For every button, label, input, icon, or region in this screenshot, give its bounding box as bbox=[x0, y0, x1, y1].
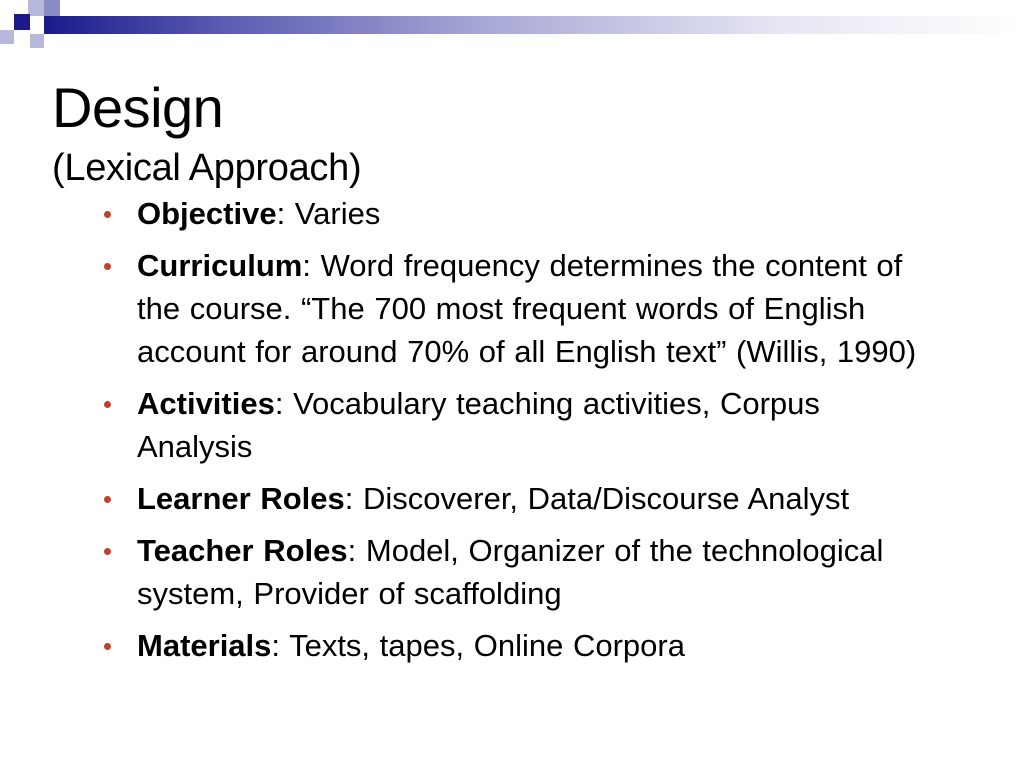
bullet-dot-icon bbox=[104, 211, 111, 218]
header-gradient-bar bbox=[44, 16, 1024, 34]
bullet-separator: : bbox=[274, 386, 294, 421]
bullet-item bbox=[100, 382, 940, 468]
bullet-dot-icon bbox=[104, 401, 111, 408]
decor-square bbox=[30, 34, 44, 48]
header-decoration bbox=[0, 0, 1024, 60]
bullet-term: Objective bbox=[137, 196, 277, 231]
bullet-separator: : bbox=[347, 533, 366, 568]
bullet-separator: : bbox=[302, 248, 321, 283]
bullet-item bbox=[100, 624, 940, 667]
bullet-text: Varies bbox=[294, 196, 381, 231]
bullet-term: Materials bbox=[137, 628, 272, 663]
bullet-term: Curriculum bbox=[137, 248, 303, 283]
bullet-text: Discoverer, Data/Discourse Analyst bbox=[363, 481, 850, 516]
bullet-separator: : bbox=[271, 628, 290, 663]
bullet-text: Word frequency determines the content of the course. “The 700 most frequent words of English account for around 70% of all English text” (Willis, 1990) bbox=[137, 248, 917, 369]
bullet-dot-icon bbox=[104, 496, 111, 503]
bullet-list bbox=[100, 192, 940, 676]
decor-square bbox=[14, 14, 30, 30]
bullet-item bbox=[100, 529, 940, 615]
bullet-dot-icon bbox=[104, 548, 111, 555]
bullet-dot-icon bbox=[104, 643, 111, 650]
slide-title: Design bbox=[52, 76, 224, 139]
bullet-separator: : bbox=[276, 196, 295, 231]
decor-square bbox=[28, 0, 44, 16]
bullet-item bbox=[100, 192, 940, 235]
bullet-text: Texts, tapes, Online Corpora bbox=[289, 628, 685, 663]
bullet-dot-icon bbox=[104, 263, 111, 270]
bullet-text: Vocabulary teaching activities, Corpus Analysis bbox=[137, 386, 820, 464]
slide-subtitle: (Lexical Approach) bbox=[52, 147, 362, 189]
bullet-item bbox=[100, 244, 940, 373]
bullet-term: Learner Roles bbox=[137, 481, 345, 516]
bullet-text: Model, Organizer of the technological system, Provider of scaffolding bbox=[137, 533, 884, 611]
bullet-term: Teacher Roles bbox=[137, 533, 348, 568]
decor-square bbox=[0, 30, 14, 44]
bullet-item bbox=[100, 477, 940, 520]
bullet-separator: : bbox=[344, 481, 363, 516]
bullet-term: Activities bbox=[137, 386, 275, 421]
decor-square bbox=[44, 0, 60, 16]
